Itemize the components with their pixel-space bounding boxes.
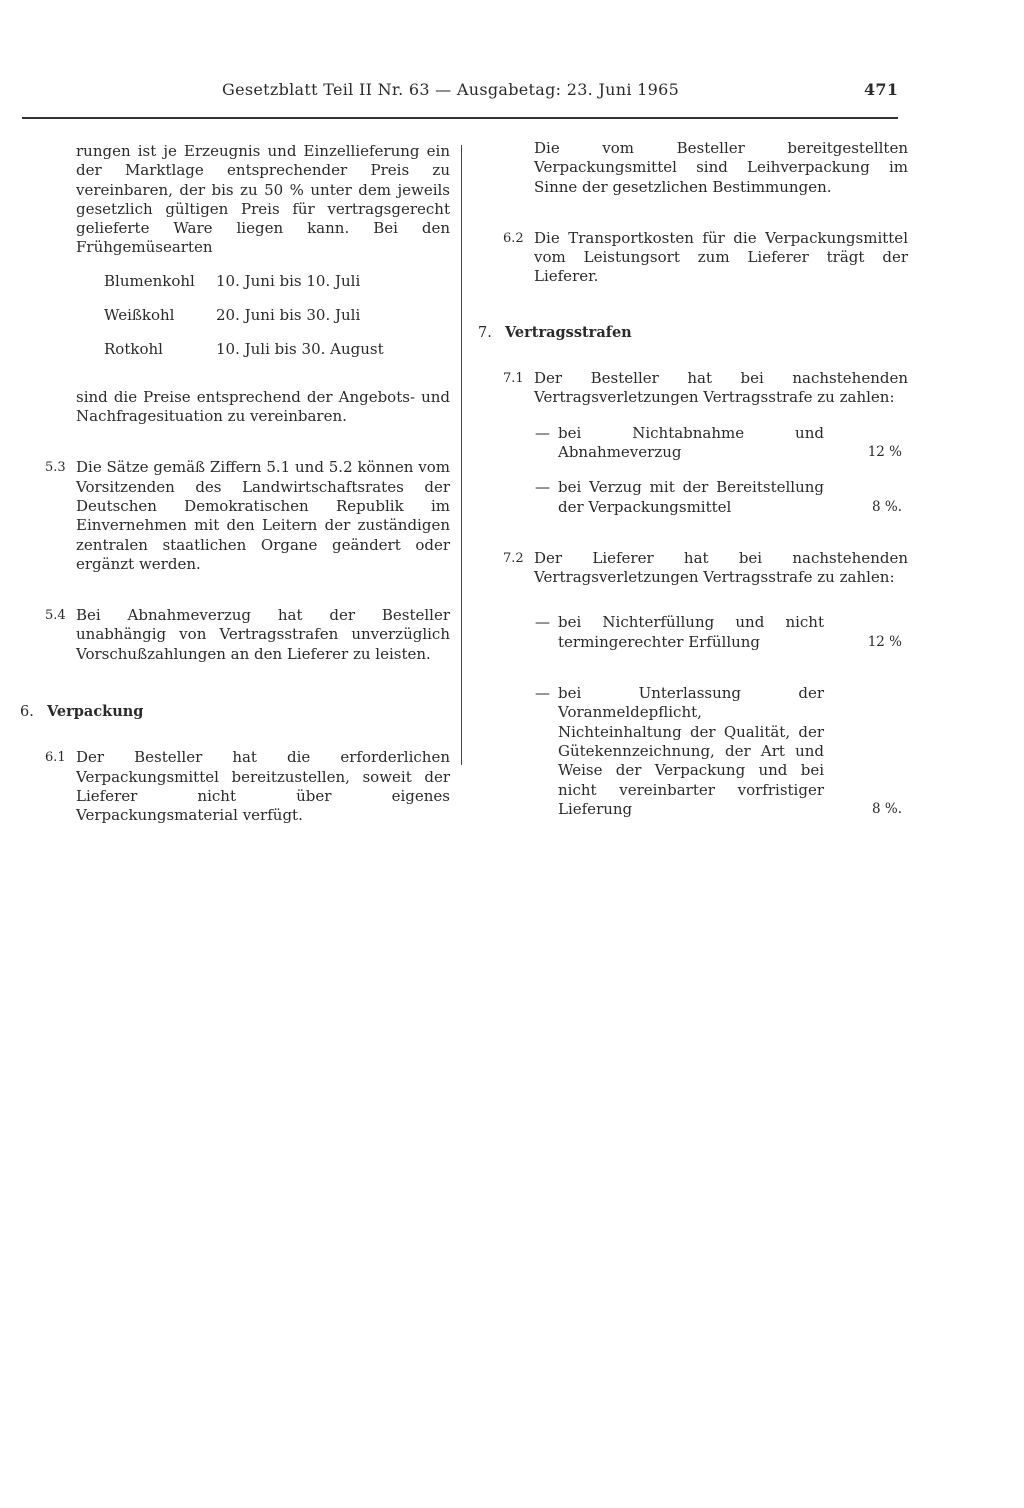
dash-marker: —: [535, 423, 550, 442]
column-divider: [461, 145, 462, 765]
item-text: Die Sätze gemäß Ziffern 5.1 und 5.2 können vom Vorsitzenden des Landwirtschaftsrates der Deutschen Demokratischen Republik im Einvernehmen mit den Leitern der zuständigen zentralen staatlichen Organe geändert oder ergänzt werden.: [76, 458, 450, 573]
penalty-item: [478, 613, 908, 652]
item-6-2: [478, 229, 908, 287]
intro-paragraph: rungen ist je Erzeugnis und Einzellieferung ein der Marktlage entsprechender Preis zu vereinbaren, der bis zu 50 % unter dem jeweils gesetzlich gültigen Preis für vertragsgerecht gelieferte Ware liegen kann. Bei den Frühgemüsearten: [76, 142, 450, 257]
item-6-1: [20, 748, 450, 825]
header-title: Gesetzblatt Teil II Nr. 63 — Ausgabetag: 23. Juni 1965: [222, 80, 680, 99]
penalty-text: bei Unterlassung der Voranmeldepflicht, Nichteinhaltung der Qualität, der Gütekennzeichnung, der Art und Weise der Verpackung und bei nicht vereinbarter vorfristiger Lieferung: [558, 684, 824, 818]
penalty-item: [478, 684, 908, 819]
vegetable-table: [104, 272, 450, 374]
item-7-1: [478, 369, 908, 408]
page-header: [222, 80, 902, 99]
penalty-text: bei Nichterfüllung und nicht termingerechter Erfüllung: [558, 613, 824, 651]
item-5-3: [20, 458, 450, 574]
penalty-percent: 8 %.: [872, 498, 902, 515]
table-row: [104, 272, 450, 306]
table-row: [104, 306, 450, 340]
vegetable-period: 10. Juni bis 10. Juli: [216, 271, 361, 290]
item-5-4: [20, 606, 450, 664]
section-heading-6: [20, 702, 450, 722]
penalty-percent: 8 %.: [872, 800, 902, 817]
section-title: Verpackung: [47, 703, 144, 721]
item-text: Bei Abnahmeverzug hat der Besteller unabhängig von Vertragsstrafen unverzüglich Vorschußzahlungen an den Lieferer zu leisten.: [76, 606, 450, 663]
vegetable-period: 10. Juli bis 30. August: [216, 339, 384, 358]
item-text: Der Besteller hat die erforderlichen Verpackungsmittel bereitzustellen, soweit der Lieferer nicht über eigenes Verpackungsmaterial verfügt.: [76, 748, 450, 825]
dash-marker: —: [535, 684, 550, 703]
table-row: [104, 340, 450, 374]
vegetable-name: Weißkohl: [104, 305, 175, 324]
penalty-text: bei Nichtabnahme und Abnahmeverzug: [558, 423, 824, 461]
item-7-2: [478, 549, 908, 588]
item-text: Der Lieferer hat bei nachstehenden Vertragsverletzungen Vertragsstrafe zu zahlen:: [534, 548, 908, 587]
dash-marker: —: [535, 613, 550, 632]
item-number: 7.2: [503, 550, 524, 566]
left-column: [20, 142, 450, 826]
section-number: 7.: [478, 324, 492, 341]
item-number: 6.1: [45, 750, 66, 766]
penalty-item: [478, 478, 908, 517]
after-table-paragraph: sind die Preise entsprechend der Angebots- und Nachfragesituation zu vereinbaren.: [76, 387, 450, 426]
vegetable-period: 20. Juni bis 30. Juli: [216, 305, 361, 324]
item-text: Die Transportkosten für die Verpackungsmittel vom Leistungsort zum Lieferer trägt der Lieferer.: [534, 228, 908, 286]
penalty-item: [478, 424, 908, 463]
penalty-percent: 12 %: [867, 443, 902, 460]
item-number: 5.4: [45, 608, 66, 624]
dash-marker: —: [535, 478, 550, 497]
penalty-percent: 12 %: [867, 633, 902, 650]
section-title: Vertragsstrafen: [505, 323, 632, 341]
continuation-paragraph: Die vom Besteller bereitgestellten Verpackungsmittel sind Leihverpackung im Sinne der gesetzlichen Bestimmungen.: [534, 139, 908, 196]
section-number: 6.: [20, 704, 34, 721]
vegetable-name: Blumenkohl: [104, 271, 195, 290]
item-number: 5.3: [45, 460, 66, 476]
right-column: [478, 139, 908, 819]
vegetable-name: Rotkohl: [104, 339, 163, 358]
page-number: 471: [864, 80, 899, 99]
item-number: 7.1: [503, 371, 524, 387]
header-rule: [22, 117, 898, 119]
section-heading-7: [478, 323, 908, 343]
item-number: 6.2: [503, 230, 524, 246]
penalty-text: bei Verzug mit der Bereitstellung der Verpackungsmittel: [558, 478, 824, 516]
item-text: Der Besteller hat bei nachstehenden Vertragsverletzungen Vertragsstrafe zu zahlen:: [534, 369, 908, 407]
